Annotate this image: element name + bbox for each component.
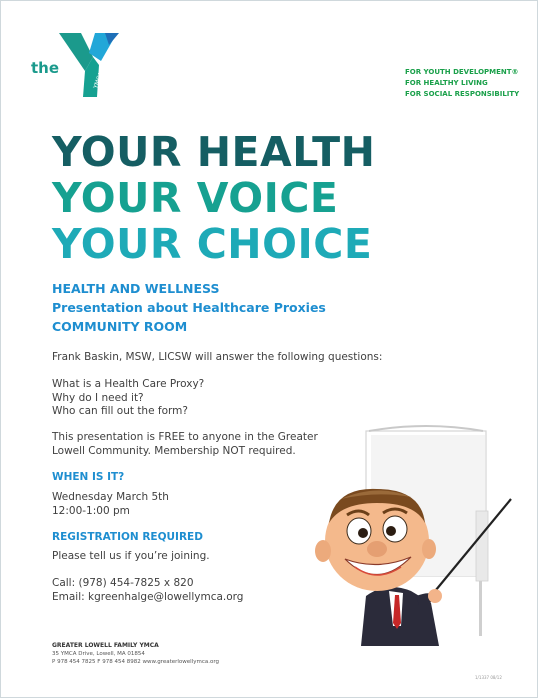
phone-text: Call: (978) 454-7825 x 820 [52,577,194,589]
presenter-illustration [311,391,531,651]
question-item: Who can fill out the form? [52,405,188,417]
event-title-line-2: Presentation about Healthcare Proxies [52,300,326,315]
headline-line-3: YOUR CHOICE [52,220,373,268]
questions-list [52,378,204,419]
headline-line-1: YOUR HEALTH [52,128,376,176]
tagline-line: FOR HEALTHY LIVING [405,79,488,87]
footer-address: 35 YMCA Drive, Lowell, MA 01854 [52,651,145,657]
presenter-hand [428,589,442,603]
event-title-line-3: COMMUNITY ROOM [52,319,188,334]
ymca-logo [31,31,121,99]
free-note [52,431,318,458]
headline [52,129,375,267]
registration-heading: REGISTRATION REQUIRED [52,531,203,543]
footer-org: GREATER LOWELL FAMILY YMCA [52,642,159,649]
when-details [52,491,169,518]
footer-contact: P 978 454 7825 F 978 454 8982 www.greaterlowellymca.org [52,659,219,665]
question-item: Why do I need it? [52,391,144,404]
headline-line-2: YOUR VOICE [52,174,339,222]
tagline-line: FOR SOCIAL RESPONSIBILITY [405,90,520,98]
free-note-line-1: This presentation is FREE to anyone in the Greater [52,431,318,443]
registration-note: Please tell us if you’re joining. [52,550,210,562]
free-note-line-2: Lowell Community. Membership NOT required. [52,444,296,457]
event-title-line-1: HEALTH AND WELLNESS [52,281,220,296]
intro-text: Frank Baskin, MSW, LICSW will answer the following questions: [52,351,383,363]
logo-prefix: the [31,59,60,77]
logo-vertical-text: YMCA [92,71,105,90]
when-heading: WHEN IS IT? [52,471,125,483]
event-title [52,279,326,336]
event-date: Wednesday March 5th [52,491,169,503]
question-item: What is a Health Care Proxy? [52,378,205,390]
document-code: 1/1337 08/12 [475,675,502,680]
tagline-line: FOR YOUTH DEVELOPMENT® [405,68,519,76]
ymca-y-icon [59,31,121,99]
tagline [405,67,519,100]
footer [52,642,219,666]
contact-info [52,577,243,604]
email-link[interactable]: Email: kgreenhalge@lowellymca.org [52,590,244,603]
event-time: 12:00-1:00 pm [52,504,130,517]
